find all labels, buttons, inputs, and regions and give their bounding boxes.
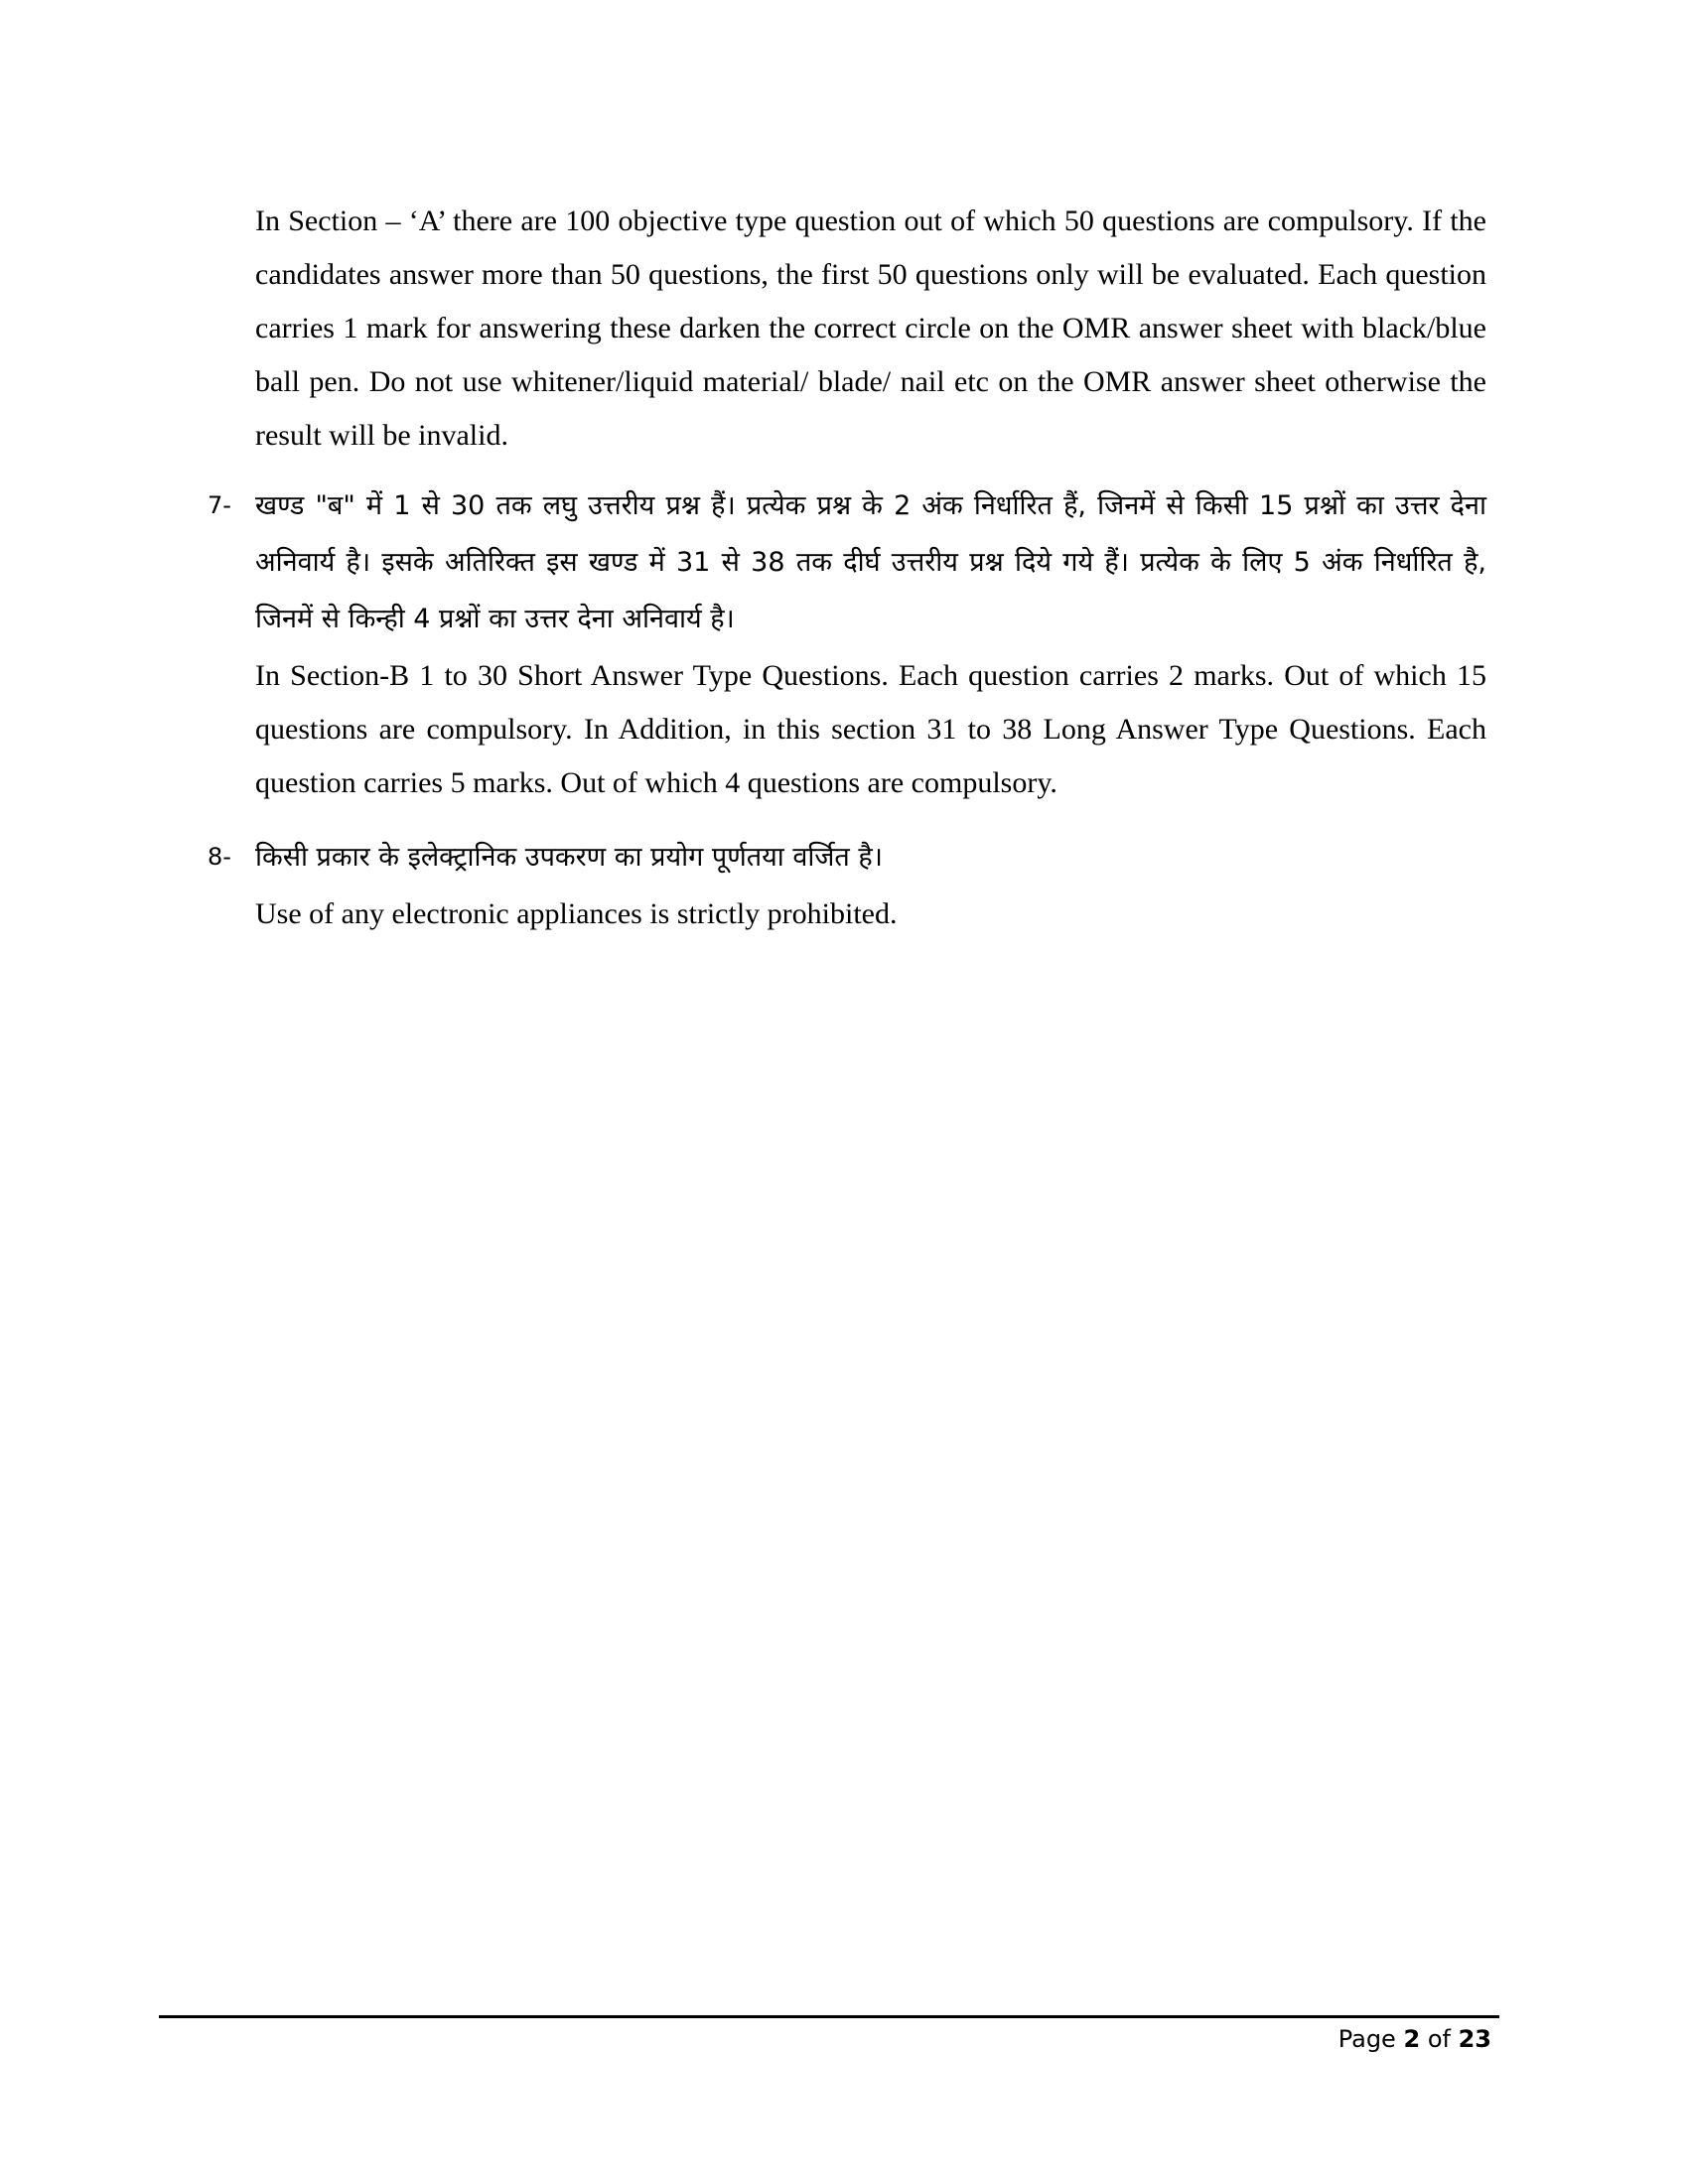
instruction-hindi-text: किसी प्रकार के इलेक्ट्रानिक उपकरण का प्रयोग पूर्णतया वर्जित है। (255, 842, 883, 873)
page-number-footer (1338, 2023, 1491, 2055)
instruction-english-text: In Section-B 1 to 30 Short Answer Type Questions. Each question carries 2 marks. Out of which 15 questions are compulsory. In Addition, in this section 31 to 38 Long Answer Type Questions. Each question carries 5 marks. Out of which 4 questions are compulsory. (255, 659, 1486, 799)
instruction-hindi-text: खण्ड "ब" में 1 से 30 तक लघु उत्तरीय प्रश्न हैं। प्रत्येक प्रश्न के 2 अंक निर्धारित हैं, जिनमें से किसी 15 प्रश्नों का उत्तर देना अनिवार्य है। इसके अतिरिक्त इस खण्ड में 31 से 38 तक दीर्घ उत्तरीय प्रश्न दिये गये हैं। प्रत्येक के लिए 5 अंक निर्धारित है, जिनमें से किन्ही 4 प्रश्नों का उत्तर देना अनिवार्य है। (255, 490, 1486, 634)
page-label: Page (1337, 2025, 1396, 2053)
instruction-item-8 (208, 829, 1486, 941)
of-label: of (1427, 2025, 1451, 2053)
item-number: 7- (208, 491, 231, 519)
instruction-english-text: Use of any electronic appliances is strictly prohibited. (255, 897, 898, 930)
total-page-count: 23 (1458, 2025, 1491, 2053)
footer-divider (159, 2015, 1499, 2018)
current-page-number: 2 (1403, 2025, 1421, 2053)
instruction-item-7 (208, 478, 1486, 810)
item-number: 8- (208, 843, 231, 871)
section-a-instructions: In Section – ‘A’ there are 100 objective type question out of which 50 questions are compulsory. If the candidates answer more than 50 questions, the first 50 questions only will be evaluated. Each question carries 1 mark for answering these darken the correct circle on the OMR answer sheet with black/blue ball pen. Do not use whitener/liquid material/ blade/ nail etc on the OMR answer sheet otherwise the result will be invalid. (255, 205, 1486, 452)
